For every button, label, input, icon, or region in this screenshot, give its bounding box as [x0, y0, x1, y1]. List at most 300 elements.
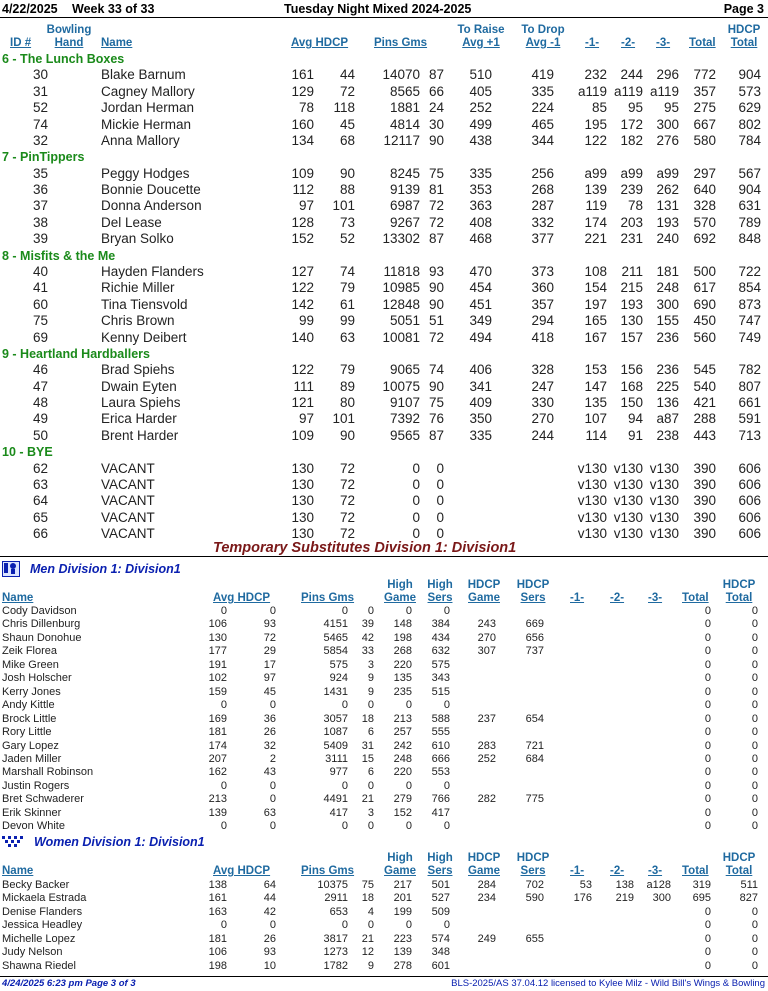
high-sers-cell: 575 — [431, 658, 450, 671]
avg-cell: 130 — [291, 460, 314, 476]
name-cell: Devon White — [2, 820, 65, 833]
id-cell: 75 — [32, 313, 48, 329]
hdcp-cell: 0 — [269, 919, 276, 932]
id-cell: 65 — [32, 509, 48, 525]
col-hdcp-total-top: HDCP — [722, 852, 756, 864]
bowler-row — [0, 510, 768, 527]
total-cell: 0 — [704, 712, 711, 725]
hdcp-total-cell: 0 — [751, 645, 758, 658]
id-cell: 39 — [32, 231, 48, 247]
game3-cell: 300 — [656, 116, 679, 132]
id-cell: 40 — [32, 263, 48, 279]
hdcp-cell: 79 — [339, 362, 355, 378]
high-game-cell: 268 — [393, 645, 412, 658]
to-drop-cell: 270 — [531, 411, 554, 427]
col-hdcp-sers: Sers — [520, 865, 546, 877]
bowler-row — [0, 100, 768, 117]
name-cell: Donna Anderson — [101, 198, 202, 214]
game1-cell: v130 — [577, 509, 607, 525]
hdcp-cell: 0 — [269, 605, 276, 617]
name-cell: Blake Barnum — [101, 67, 186, 83]
avg-cell: 129 — [291, 83, 314, 99]
to-raise-cell: 350 — [469, 411, 492, 427]
sub-bowler-row — [0, 645, 768, 658]
bowler-row — [0, 411, 768, 428]
to-drop-cell: 335 — [531, 83, 554, 99]
hdcp-cell: 118 — [333, 100, 355, 116]
game3-cell: 262 — [656, 182, 679, 197]
games-cell: 93 — [428, 263, 444, 279]
pins-cell: 7392 — [389, 411, 420, 427]
game3-cell: 248 — [656, 280, 679, 296]
bowler-row — [0, 362, 768, 379]
name-cell: Chris Dillenburg — [2, 618, 81, 631]
avg-cell: 0 — [220, 779, 227, 792]
hdcp-total-cell: 0 — [751, 712, 758, 725]
hdcp-cell: 90 — [339, 427, 355, 443]
total-cell: 772 — [693, 67, 716, 83]
game1-cell: a119 — [577, 83, 607, 99]
game2-cell: v130 — [613, 493, 643, 509]
hdcp-cell: 61 — [339, 296, 355, 312]
total-cell: 0 — [704, 793, 711, 806]
game1-cell: 176 — [573, 892, 592, 905]
league-title: Tuesday Night Mixed 2024-2025 — [284, 2, 472, 16]
hdcp-total-cell: 0 — [751, 685, 758, 698]
hdcp-total-cell: 606 — [738, 526, 761, 542]
hdcp-cell: 63 — [263, 806, 276, 819]
to-raise-cell: 499 — [469, 116, 492, 132]
games-cell: 0 — [367, 779, 374, 792]
team-title: 8 - Misfits & the Me — [2, 248, 116, 263]
avg-cell: 102 — [208, 672, 227, 685]
to-drop-cell: 294 — [531, 313, 554, 329]
high-game-cell: 220 — [393, 766, 412, 779]
pins-cell: 1431 — [323, 685, 348, 698]
games-cell: 31 — [361, 739, 374, 752]
hdcp-total-cell: 749 — [738, 329, 761, 345]
name-cell: Erik Skinner — [2, 806, 62, 819]
game1-cell: 139 — [584, 182, 607, 197]
hdcp-total-cell: 722 — [738, 263, 761, 279]
avg-cell: 97 — [298, 198, 314, 214]
high-game-cell: 0 — [405, 779, 412, 792]
total-cell: 640 — [693, 182, 716, 197]
high-sers-cell: 632 — [431, 645, 450, 658]
col-raise-top: To Raise — [457, 24, 505, 36]
pins-cell: 9139 — [389, 182, 420, 197]
high-sers-cell: 0 — [443, 605, 450, 617]
pins-cell: 3817 — [323, 932, 348, 945]
games-cell: 87 — [428, 427, 444, 443]
col-high-sers-top: High — [427, 579, 453, 591]
game2-cell: 172 — [620, 116, 643, 132]
name-cell: Brock Little — [2, 712, 57, 725]
id-cell: 47 — [32, 378, 48, 394]
id-cell: 52 — [32, 100, 48, 116]
total-cell: 545 — [693, 362, 716, 378]
col-game2: -2- — [610, 592, 625, 604]
pins-cell: 9565 — [389, 427, 420, 443]
to-raise-cell: 335 — [469, 165, 492, 181]
id-cell: 69 — [32, 329, 48, 345]
avg-cell: 130 — [291, 476, 314, 492]
name-cell: Del Lease — [101, 214, 162, 230]
game3-cell: 136 — [656, 395, 679, 410]
games-cell: 0 — [436, 476, 444, 492]
col-pins-gms: Pins Gms — [301, 865, 355, 877]
to-drop-cell: 330 — [531, 395, 554, 410]
total-cell: 0 — [704, 752, 711, 765]
high-sers-cell: 555 — [431, 726, 450, 739]
hdcp-cell: 101 — [332, 198, 355, 214]
col-total: Total — [682, 865, 709, 877]
id-cell: 35 — [32, 165, 48, 181]
col-high-sers-top: High — [427, 852, 453, 864]
hdcp-total-cell: 631 — [738, 198, 761, 214]
total-cell: 500 — [693, 263, 716, 279]
col-avg-hdcp: Avg HDCP — [213, 865, 271, 877]
avg-cell: 109 — [291, 427, 314, 443]
id-cell: 36 — [32, 182, 48, 197]
to-raise-cell: 470 — [469, 263, 492, 279]
name-cell: Denise Flanders — [2, 905, 83, 918]
games-cell: 0 — [367, 699, 374, 712]
game2-cell: a99 — [620, 165, 643, 181]
avg-cell: 130 — [291, 509, 314, 525]
avg-cell: 160 — [291, 116, 314, 132]
hdcp-cell: 45 — [339, 116, 355, 132]
avg-cell: 111 — [293, 378, 314, 394]
avg-cell: 0 — [220, 820, 227, 833]
high-game-cell: 139 — [393, 946, 412, 959]
avg-cell: 181 — [208, 932, 227, 945]
hdcp-total-cell: 661 — [738, 395, 761, 410]
high-game-cell: 0 — [405, 699, 412, 712]
bowler-row — [0, 461, 768, 478]
col-high-sers: Sers — [427, 865, 453, 877]
game2-cell: 91 — [627, 427, 643, 443]
hdcp-cell: 72 — [339, 509, 355, 525]
game2-cell: 156 — [620, 362, 643, 378]
total-cell: 390 — [693, 493, 716, 509]
games-cell: 87 — [428, 231, 444, 247]
to-raise-cell: 353 — [469, 182, 492, 197]
hdcp-total-cell: 0 — [751, 806, 758, 819]
bowler-row — [0, 166, 768, 183]
col-high-game: Game — [384, 592, 416, 604]
avg-cell: 106 — [208, 618, 227, 631]
total-cell: 275 — [693, 100, 716, 116]
col-game2: -2- — [610, 865, 625, 877]
total-cell: 390 — [693, 526, 716, 542]
to-raise-cell: 409 — [469, 395, 492, 410]
hdcp-cell: 89 — [339, 378, 355, 394]
sub-bowler-row — [0, 605, 768, 618]
bowler-row — [0, 330, 768, 347]
sub-bowler-row — [0, 699, 768, 712]
avg-cell: 161 — [208, 892, 227, 905]
sub-bowler-row — [0, 960, 768, 973]
name-cell: VACANT — [101, 526, 155, 542]
avg-cell: 142 — [291, 296, 314, 312]
name-cell: Mickie Herman — [101, 116, 192, 132]
games-cell: 33 — [361, 645, 374, 658]
hdcp-cell: 17 — [263, 658, 276, 671]
hdcp-total-cell: 789 — [738, 214, 761, 230]
pins-cell: 0 — [341, 605, 348, 617]
hdcp-total-cell: 747 — [738, 313, 761, 329]
total-cell: 0 — [704, 658, 711, 671]
name-cell: Judy Nelson — [2, 946, 63, 959]
game3-cell: 155 — [656, 313, 679, 329]
hdcp-total-cell: 629 — [738, 100, 761, 116]
bowler-row — [0, 297, 768, 314]
id-cell: 31 — [32, 83, 48, 99]
game1-cell: 53 — [579, 879, 592, 891]
hdcp-sers-cell: 654 — [525, 712, 544, 725]
games-cell: 90 — [428, 280, 444, 296]
hdcp-game-cell: 237 — [477, 712, 496, 725]
pins-cell: 12848 — [382, 296, 420, 312]
game1-cell: 197 — [584, 296, 607, 312]
hdcp-cell: 52 — [339, 231, 355, 247]
high-sers-cell: 0 — [443, 919, 450, 932]
pins-cell: 6987 — [389, 198, 420, 214]
id-cell: 30 — [32, 67, 48, 83]
hdcp-cell: 99 — [339, 313, 355, 329]
game3-cell: 193 — [656, 214, 679, 230]
game2-cell: 157 — [620, 329, 643, 345]
hdcp-cell: 90 — [339, 165, 355, 181]
to-raise-cell: 341 — [469, 378, 492, 394]
games-cell: 6 — [367, 766, 374, 779]
pins-cell: 10985 — [382, 280, 420, 296]
name-cell: Dwain Eyten — [101, 378, 177, 394]
hdcp-game-cell: 249 — [477, 932, 496, 945]
hdcp-total-cell: 606 — [738, 476, 761, 492]
id-cell: 50 — [32, 427, 48, 443]
bowler-row — [0, 231, 768, 248]
games-cell: 3 — [367, 658, 374, 671]
game2-cell: 193 — [620, 296, 643, 312]
game1-cell: 154 — [584, 280, 607, 296]
name-cell: Jessica Headley — [2, 919, 83, 932]
hdcp-cell: 64 — [263, 879, 276, 891]
game3-cell: a99 — [656, 165, 679, 181]
pins-cell: 0 — [412, 460, 420, 476]
high-sers-cell: 0 — [443, 779, 450, 792]
hdcp-total-cell: 511 — [740, 879, 758, 891]
hdcp-cell: 42 — [263, 905, 276, 918]
games-cell: 18 — [361, 892, 374, 905]
hdcp-total-cell: 0 — [751, 605, 758, 617]
col-total: Total — [682, 592, 709, 604]
name-cell: Shawna Riedel — [2, 959, 76, 972]
high-game-cell: 257 — [393, 726, 412, 739]
high-sers-cell: 574 — [431, 932, 450, 945]
women-icon — [2, 835, 24, 847]
hdcp-total-cell: 573 — [738, 83, 761, 99]
name-cell: Justin Rogers — [2, 779, 70, 792]
pins-cell: 9107 — [389, 395, 420, 410]
col-pins-gms: Pins Gms — [301, 592, 355, 604]
high-game-cell: 135 — [393, 672, 412, 685]
hdcp-total-cell: 606 — [738, 493, 761, 509]
name-cell: VACANT — [101, 493, 155, 509]
game1-cell: 114 — [585, 427, 607, 443]
sub-bowler-row — [0, 659, 768, 672]
id-cell: 49 — [32, 411, 48, 427]
col-high-game-top: High — [387, 852, 413, 864]
hdcp-total-cell: 782 — [738, 362, 761, 378]
sub-bowler-row — [0, 726, 768, 739]
avg-cell: 112 — [292, 182, 314, 197]
pins-cell: 9065 — [389, 362, 420, 378]
id-cell: 62 — [32, 460, 48, 476]
hdcp-cell: 0 — [269, 699, 276, 712]
total-cell: 560 — [693, 329, 716, 345]
high-sers-cell: 601 — [431, 959, 450, 972]
hdcp-sers-cell: 655 — [525, 932, 544, 945]
high-sers-cell: 527 — [431, 892, 450, 905]
hdcp-cell: 93 — [263, 946, 276, 959]
game2-cell: 231 — [620, 231, 643, 247]
total-cell: 0 — [704, 739, 711, 752]
avg-cell: 177 — [208, 645, 227, 658]
high-game-cell: 0 — [405, 605, 412, 617]
total-cell: 0 — [704, 605, 711, 617]
col-hdcp-sers: Sers — [520, 592, 546, 604]
to-drop-cell: 224 — [531, 100, 554, 116]
report-date: 4/22/2025 — [2, 2, 58, 16]
avg-cell: 0 — [220, 919, 227, 932]
pins-cell: 4491 — [323, 793, 348, 806]
bowler-row — [0, 379, 768, 396]
hdcp-sers-cell: 590 — [525, 892, 544, 905]
pins-cell: 5854 — [323, 645, 348, 658]
games-cell: 90 — [428, 132, 444, 148]
hdcp-cell: 10 — [263, 959, 276, 972]
hdcp-cell: 97 — [263, 672, 276, 685]
hdcp-cell: 93 — [263, 618, 276, 631]
game3-cell: v130 — [649, 493, 679, 509]
pins-cell: 2911 — [324, 892, 348, 905]
games-cell: 12 — [361, 946, 374, 959]
game2-cell: 203 — [620, 214, 643, 230]
col-hdcp-game: Game — [468, 865, 500, 877]
high-game-cell: 201 — [393, 892, 412, 905]
game3-cell: 236 — [656, 362, 679, 378]
sub-bowler-row — [0, 713, 768, 726]
pins-cell: 653 — [329, 905, 348, 918]
pins-cell: 5465 — [323, 631, 348, 644]
to-drop-cell: 373 — [531, 263, 554, 279]
bowler-row — [0, 264, 768, 281]
games-cell: 18 — [361, 712, 374, 725]
game3-cell: 240 — [656, 231, 679, 247]
pins-cell: 8565 — [389, 83, 420, 99]
total-cell: 580 — [693, 132, 716, 148]
sub-bowler-row — [0, 906, 768, 919]
avg-cell: 163 — [208, 905, 227, 918]
hdcp-game-cell: 283 — [477, 739, 496, 752]
to-drop-cell: 268 — [531, 182, 554, 197]
col-hdcp-sers-top: HDCP — [516, 579, 550, 591]
games-cell: 39 — [361, 618, 374, 631]
to-drop-cell: 256 — [531, 165, 554, 181]
hdcp-cell: 36 — [263, 712, 276, 725]
game2-cell: 211 — [621, 263, 643, 279]
pins-cell: 1782 — [323, 959, 348, 972]
id-cell: 32 — [32, 132, 48, 148]
name-cell: Tina Tiensvold — [101, 296, 188, 312]
games-cell: 90 — [428, 378, 444, 394]
sub-bowler-row — [0, 933, 768, 946]
hdcp-total-cell: 0 — [751, 752, 758, 765]
total-cell: 0 — [704, 779, 711, 792]
games-cell: 0 — [367, 820, 374, 833]
hdcp-cell: 80 — [339, 395, 355, 410]
col-hdcp-game-top: HDCP — [467, 579, 501, 591]
name-cell: Marshall Robinson — [2, 766, 94, 779]
pins-cell: 12117 — [383, 132, 420, 148]
game3-cell: 296 — [656, 67, 679, 83]
avg-cell: 97 — [298, 411, 314, 427]
total-cell: 667 — [693, 116, 716, 132]
hdcp-total-cell: 802 — [738, 116, 761, 132]
hdcp-total-cell: 854 — [738, 280, 761, 296]
name-cell: Gary Lopez — [2, 739, 59, 752]
to-raise-cell: 406 — [469, 362, 492, 378]
hdcp-game-cell: 270 — [477, 631, 496, 644]
col-name: Name — [101, 37, 133, 49]
game1-cell: 107 — [584, 411, 607, 427]
hdcp-game-cell: 307 — [477, 645, 496, 658]
to-drop-cell: 357 — [531, 296, 554, 312]
team-title: 10 - BYE — [2, 445, 53, 460]
hdcp-total-cell: 0 — [751, 726, 758, 739]
total-cell: 288 — [693, 411, 716, 427]
games-cell: 0 — [367, 605, 374, 617]
col-hdcp-total: Total — [725, 592, 753, 604]
name-cell: Kenny Deibert — [101, 329, 187, 345]
game2-cell: 138 — [615, 879, 634, 891]
sub-bowler-row — [0, 879, 768, 892]
games-cell: 0 — [436, 493, 444, 509]
high-game-cell: 148 — [393, 618, 412, 631]
games-cell: 72 — [428, 329, 444, 345]
high-game-cell: 242 — [393, 739, 412, 752]
bowler-row — [0, 313, 768, 330]
game3-cell: 236 — [656, 329, 679, 345]
pins-cell: 10075 — [382, 378, 420, 394]
high-game-cell: 248 — [393, 752, 412, 765]
hdcp-game-cell: 252 — [477, 752, 496, 765]
to-raise-cell: 454 — [469, 280, 492, 296]
game2-cell: 94 — [627, 411, 643, 427]
name-cell: Mike Green — [2, 658, 59, 671]
to-drop-cell: 418 — [531, 329, 554, 345]
bowler-row — [0, 182, 768, 199]
name-cell: Laura Spiehs — [101, 395, 181, 410]
women-division-title: Women Division 1: Division1 — [34, 835, 205, 849]
hdcp-total-cell: 0 — [751, 905, 758, 918]
games-cell: 66 — [428, 83, 444, 99]
bowler-row — [0, 428, 768, 445]
avg-cell: 139 — [208, 806, 227, 819]
game2-cell: 95 — [627, 100, 643, 116]
